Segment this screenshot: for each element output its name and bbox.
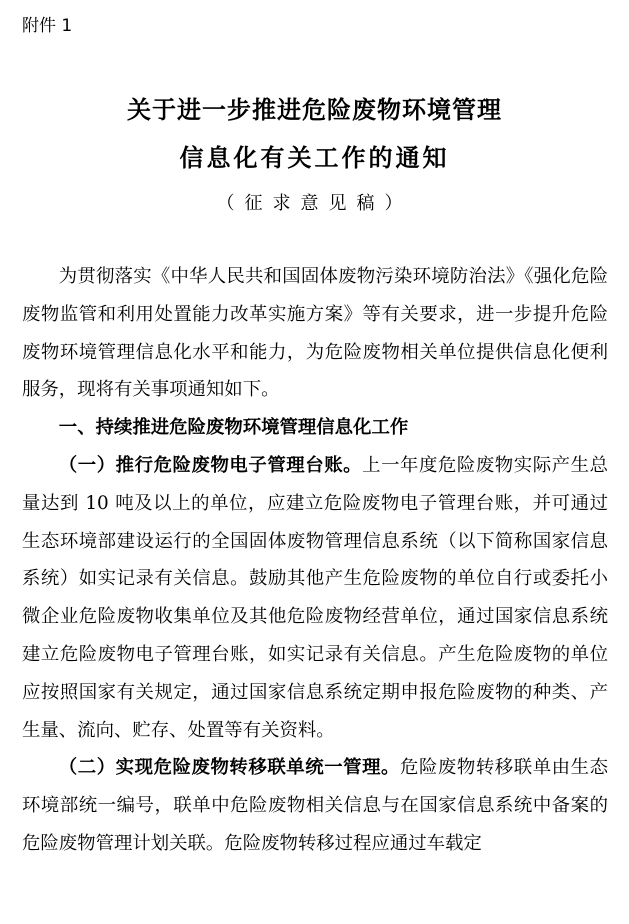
- section-1-heading: 一、持续推进危险废物环境管理信息化工作: [58, 417, 409, 439]
- item-2-text: 危险废物转移联单由生态环境部统一编号，联单中危险废物相关信息与在国家信息系统中备案的危险废物管理计划关联。危险废物转移过程应通过车载定: [22, 757, 608, 854]
- item-1-lead: （一）推行危险废物电子管理台账。: [58, 454, 363, 476]
- attachment-label: 附件 1: [22, 16, 73, 36]
- document-title-line-1: 关于进一步推进危险废物环境管理: [127, 96, 502, 124]
- item-2-paragraph: [22, 749, 608, 862]
- item-1-text: 上一年度危险废物实际产生总量达到 10 吨及以上的单位，应建立危险废物电子管理台账，并可通过生态环境部建设运行的全国固体废物管理信息系统（以下简称国家信息系统）如实记录有关信息。鼓励其他产生危险废物的单位自行或委托小微企业危险废物收集单位及其他危险废物经营单位，通过国家信息系统建立危险废物电子管理台账，如实记录有关信息。产生危险废物的单位应按照国家有关规定，通过国家信息系统定期申报危险废物的种类、产生量、流向、贮存、处置等有关资料。: [22, 454, 608, 741]
- item-2-lead: （二）实现危险废物转移联单统一管理。: [58, 757, 401, 779]
- document-title-line-2: 信息化有关工作的通知: [179, 144, 450, 172]
- document-body: [22, 258, 608, 863]
- draft-subtitle: （征求意见稿）: [216, 193, 413, 214]
- intro-paragraph: 为贯彻落实《中华人民共和国固体废物污染环境防治法》《强化危险废物监管和利用处置能力改革实施方案》等有关要求，进一步提升危险废物环境管理信息化水平和能力，为危险废物相关单位提供信息化便利服务，现将有关事项通知如下。: [22, 266, 608, 401]
- item-1-paragraph: [22, 447, 608, 749]
